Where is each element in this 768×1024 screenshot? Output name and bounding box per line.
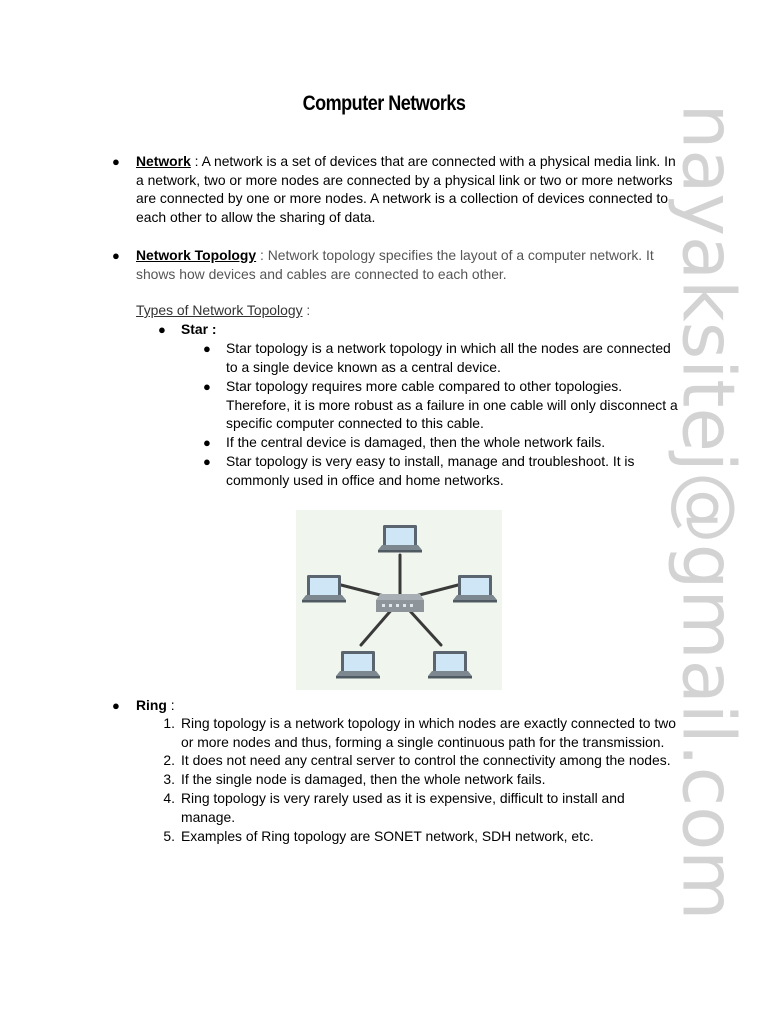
bullet: ● <box>112 154 120 169</box>
star-point: Star topology requires more cable compared to other topologies. Therefore, it is more robust as a failure in one cable will only disconnect a specific computer connected to this cable. <box>226 378 678 432</box>
bullet: ● <box>112 698 120 713</box>
page-title: Computer Networks <box>302 92 466 115</box>
star-point: Star topology is very easy to install, manage and troubleshoot. It is commonly used in office and home networks. <box>226 453 635 488</box>
star-topology-diagram <box>296 510 502 690</box>
ring-point: If the single node is damaged, then the whole network fails. <box>181 771 546 787</box>
ring-heading <box>136 696 676 715</box>
laptop-icon <box>428 651 472 679</box>
bullet: ● <box>203 379 211 394</box>
topology-definition <box>136 246 676 283</box>
list-number: 4. <box>163 790 175 806</box>
email-watermark: nayaksitej@gmail.com <box>666 103 751 921</box>
ring-point: Examples of Ring topology are SONET network, SDH network, etc. <box>181 828 594 844</box>
laptop-icon <box>378 525 422 553</box>
types-heading-suffix: : <box>302 302 311 318</box>
network-term: Network <box>136 153 191 169</box>
ring-label: Ring <box>136 697 167 713</box>
network-definition <box>136 152 676 226</box>
topology-term: Network Topology <box>136 247 257 263</box>
types-heading <box>136 301 310 320</box>
bullet: ● <box>203 435 211 450</box>
ring-point: It does not need any central server to control the connectivity among the nodes. <box>181 752 671 768</box>
bullet: ● <box>203 341 211 356</box>
bullet: ● <box>112 248 120 263</box>
topology-text: : Network topology specifies the layout of a computer network. It shows how devices and cables are connected to each other. <box>136 247 654 282</box>
laptop-icon <box>302 575 346 603</box>
list-number: 3. <box>163 771 175 787</box>
bullet: ● <box>203 454 211 469</box>
ring-suffix: : <box>166 697 175 713</box>
types-heading-text: Types of Network Topology <box>136 302 303 318</box>
star-point: Star topology is a network topology in which all the nodes are connected to a single device known as a central device. <box>226 340 671 375</box>
switch-hub-icon <box>376 594 424 612</box>
ring-point: Ring topology is very rarely used as it is expensive, difficult to install and manage. <box>181 790 625 825</box>
laptop-icon <box>453 575 497 603</box>
network-text: : A network is a set of devices that are connected with a physical media link. In a network, two or more nodes are connected by a physical link or two or more networks are connected by one or more nodes. A network is a collection of devices connected to each other to allow the sharing of data. <box>136 153 676 225</box>
list-number: 1. <box>163 715 175 731</box>
star-point: If the central device is damaged, then the whole network fails. <box>226 434 606 450</box>
laptop-icon <box>336 651 380 679</box>
bullet: ● <box>158 322 166 337</box>
list-number: 5. <box>163 828 175 844</box>
star-label: Star : <box>181 321 217 337</box>
list-number: 2. <box>163 752 175 768</box>
ring-point: Ring topology is a network topology in which nodes are exactly connected to two or more nodes and thus, forming a single continuous path for the transmission. <box>181 715 676 750</box>
